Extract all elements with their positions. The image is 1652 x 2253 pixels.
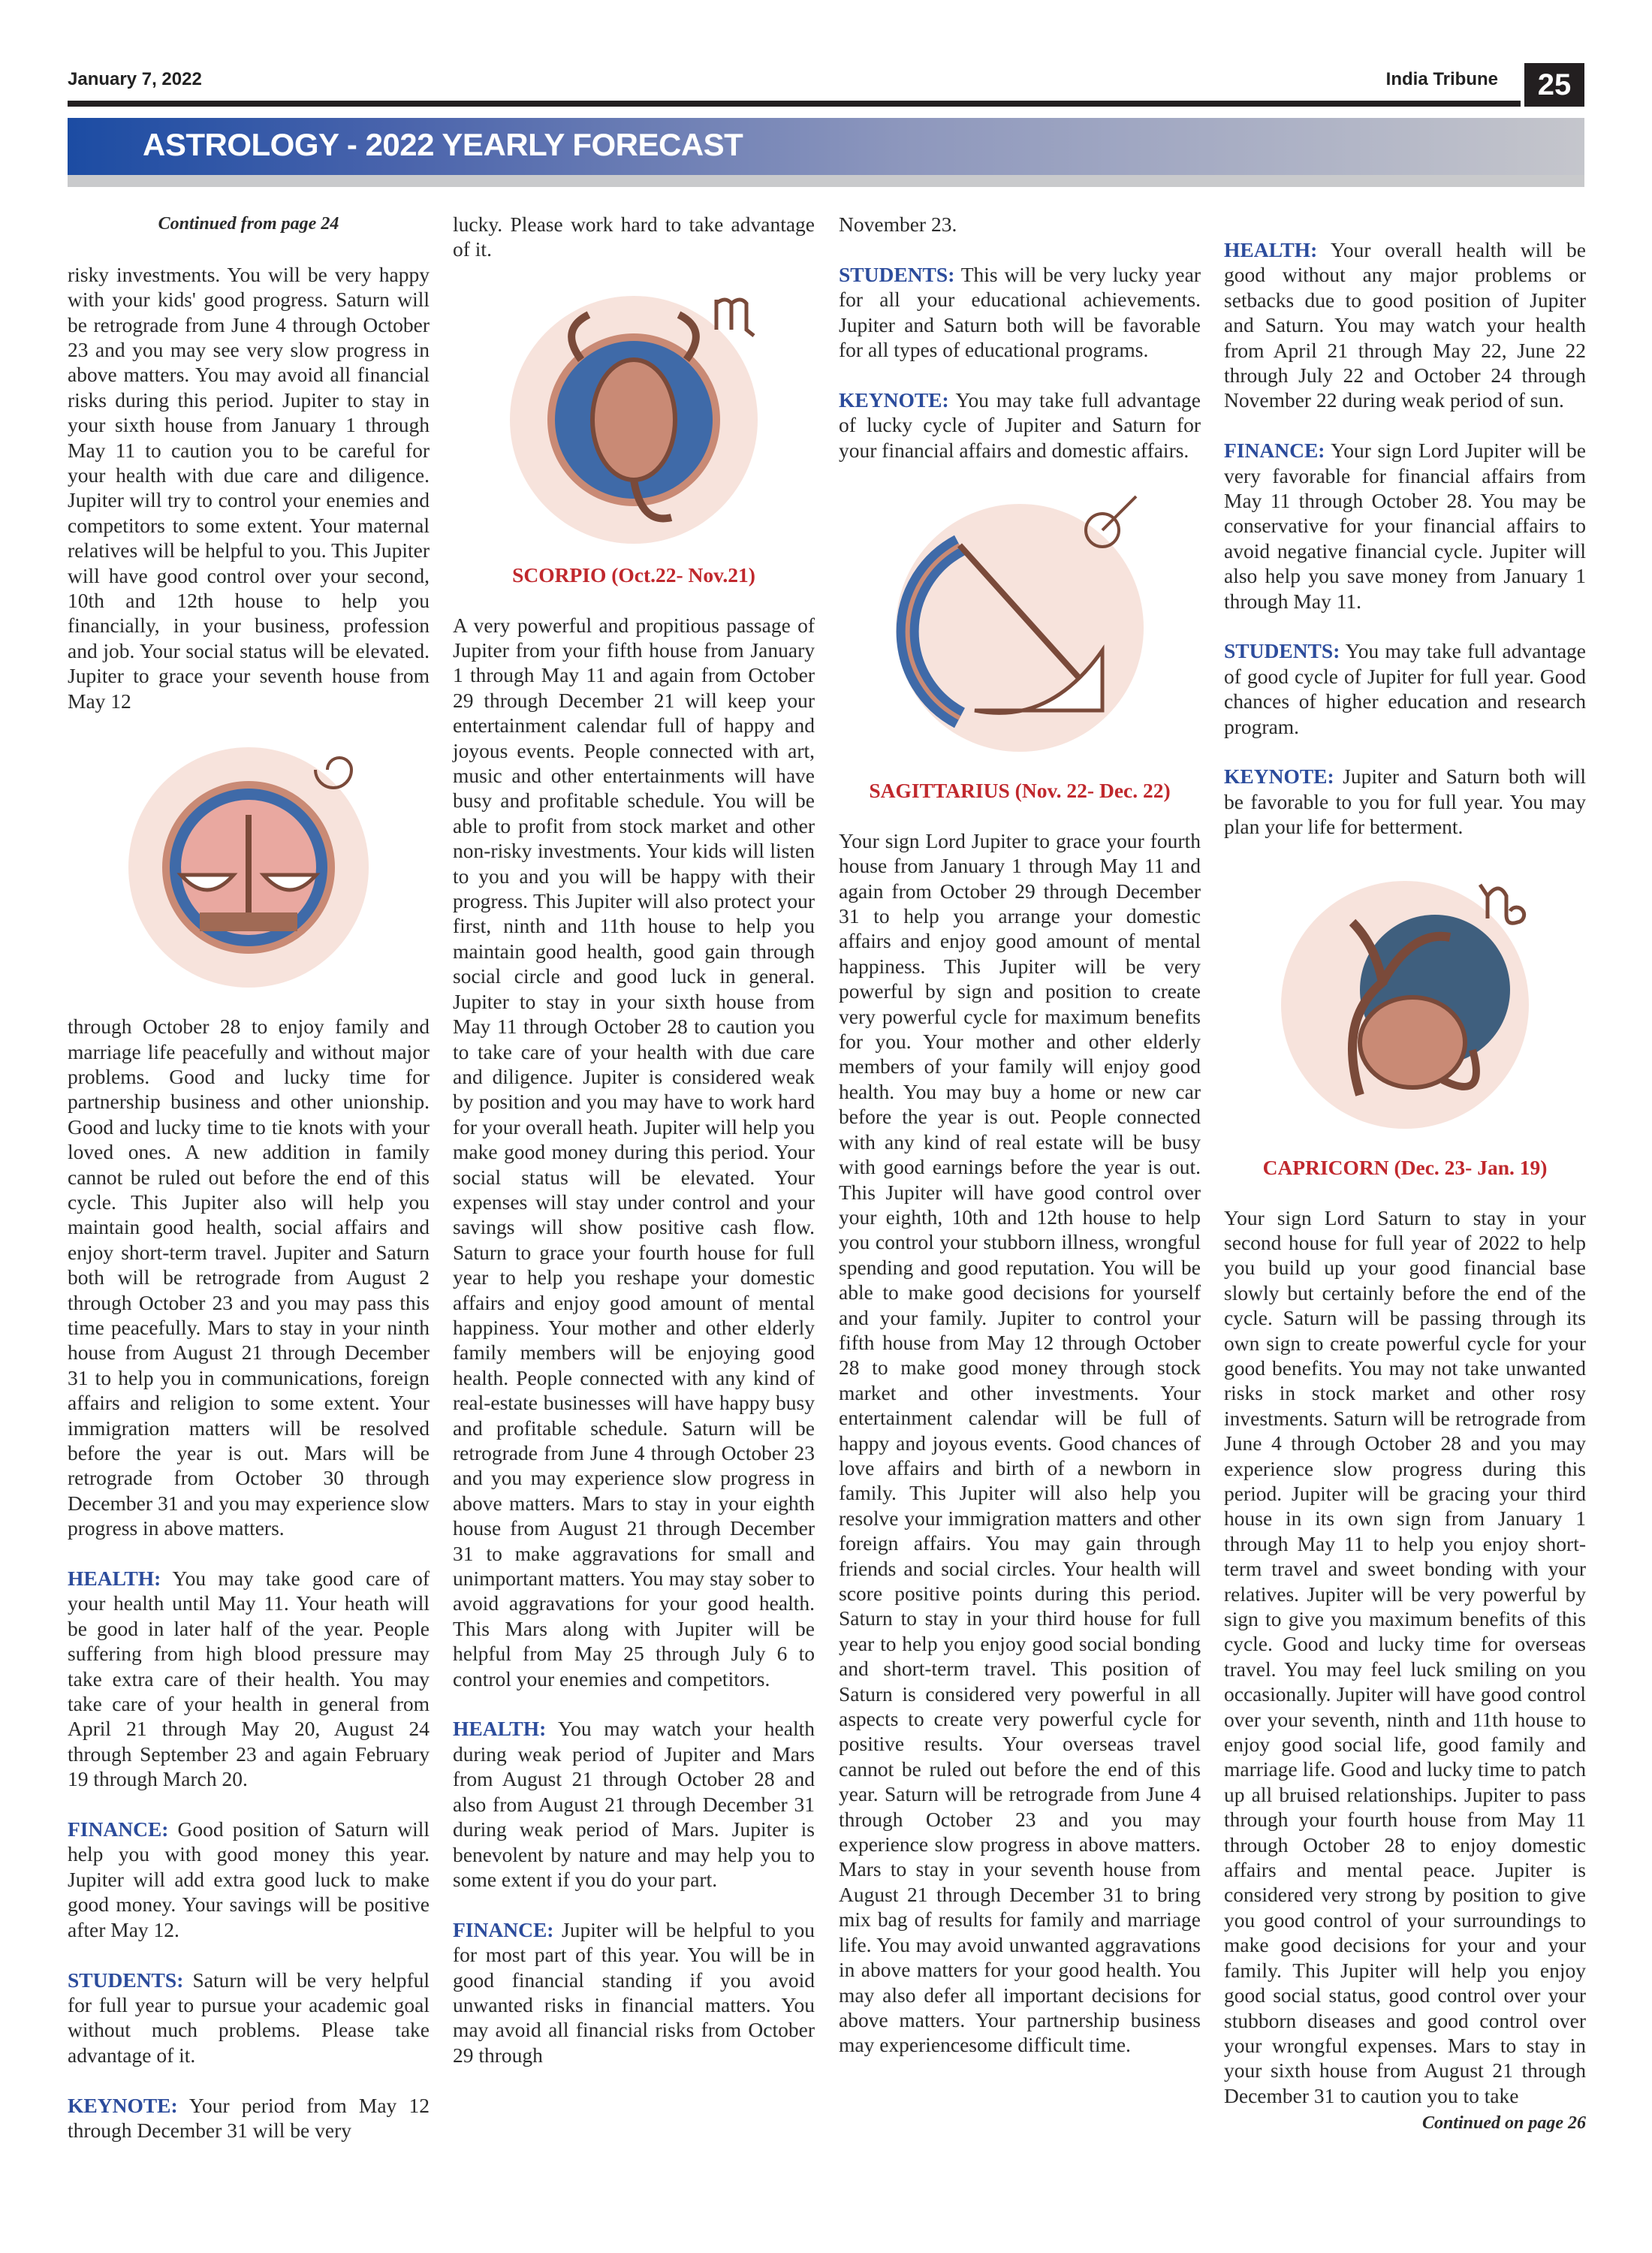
page-number: 25 [1524,63,1584,107]
continued-on: Continued on page 26 [1421,2113,1586,2134]
keynote-text: Your period from May 12 through December 31 will be very [68,2093,430,2142]
capricorn-illustration [1224,840,1586,1155]
keynote-text: Jupiter and Saturn both will be favorable to you for full year. You may plan your life for betterment. [1224,765,1587,839]
body-paragraph: Your sign Lord Saturn to stay in your second house for full year of 2022 to help you build up your good financial base slowly but certainly before the end of the cycle. Saturn will be passing through its own sign to create powerful cycle for your good benefits. You may not take unwanted risks in stock market and other rosy investments. Saturn will be retrograde from June 4 through October 28 and you may experience slow progress during this period. Jupiter will be gracing your third house in its own sign from January 1 through May 11 to help you enjoy short-term travel and sweet bonding with your relatives. Jupiter will be very powerful by sign to give you maximum benefits of this cycle. Good and lucky time for overseas travel. You may feel luck smiling on you occasionally. Jupiter will have good control over your seventh, ninth and 11th house to enjoy good social life, good family and marriage life. Good and lucky time to patch up all bruised relationships. Jupiter to pass through your fourth house from May 11 through October 28 to enjoy domestic affairs and mental peace. Jupiter is considered very strong by position to give you good control of your surroundings to make good decisions for your and your family. This Jupiter will help you enjoy good social status, good control over your stubborn diseases and good control over your wrongful expenses. Mars to stay in your sixth house from August 21 through December 31 to caution you to take [1224,1205,1586,2107]
health-section [453,1716,815,1892]
header-rule [68,101,1521,107]
continued-from: Continued from page 24 [158,214,339,234]
students-text: You may take full advantage of good cycle of Jupiter for full year. Good chances of higher education and research program. [1224,639,1586,738]
students-text: This will be very lucky year for all your educational achievements. Jupiter and Saturn both will be favorable for all types of educational programs. [839,262,1201,362]
body-paragraph: November 23. [839,213,957,236]
finance-text: Good position of Saturn will help you with good money this year. Jupiter will add extra good luck to make good money. Your savings will be positive after May 12. [68,1817,430,1941]
keynote-section [1224,764,1586,839]
finance-section [1224,438,1586,614]
sign-heading-scorpio: SCORPIO (Oct.22- Nov.21) [512,562,755,587]
column-3 [839,212,1201,2083]
keynote-text: You may take full advantage of lucky cycle of Jupiter and Saturn for your financial affairs and domestic affairs. [839,388,1201,462]
section-banner [68,118,1584,175]
keynote-section [68,2093,430,2143]
students-section [839,262,1201,363]
sagittarius-illustration [839,463,1201,778]
students-section [68,1968,430,2068]
students-label: STUDENTS: [68,1968,184,1992]
health-section [1224,237,1586,413]
finance-label: FINANCE: [1224,439,1325,463]
scorpio-icon [491,270,776,555]
body-paragraph: through October 28 to enjoy family and marriage life peacefully and without major problems. Good and lucky time for partnership business and other unionship. Good and lucky time to tie knots with your loved ones. A new addition in family cannot be ruled out before the end of this cycle. This Jupiter also will help you maintain good health, social affairs and enjoy short-term travel. Jupiter and Saturn both will be retrograde from August 2 through October 23 and you may pass this time peacefully. Mars to stay in your ninth house from August 21 through December 31 to help you in communications, foreign affairs and religion to some extent. Your immigration matters will be resolved before the year is out. Mars will be retrograde from October 30 through December 31 and you may experience slow progress in above matters. [68,1015,430,1540]
students-text: Saturn will be very helpful for full year to pursue your academic goal without much problems. Please take advantage of it. [68,1968,430,2067]
finance-text: Your sign Lord Jupiter will be very favorable for financial affairs from May 11 through October 28. You may be conservative for your financial affairs to avoid negative financial cycle. Jupiter will also help you save money from January 1 through May 11. [1224,439,1586,613]
header-publication: India Tribune [1385,69,1498,89]
body-paragraph: Your sign Lord Jupiter to grace your fourth house from January 1 through May 11 and again from October 29 through December 31 to help you arrange your domestic affairs and enjoy good amount of mental happiness. This Jupiter will be very powerful by sign and position to create very powerful cycle for maximum benefits for you. Your mother and other elderly members of your family will enjoy good health. You may buy a home or new car before the year is out. People connected with any kind of real estate will be busy with good earnings before the year is out. This Jupiter will have good control over your eighth, 10th and 12th house to help you control your stubborn illness, wrongful spending and good reputation. You will be able to make good decisions for yourself and your family. Jupiter to control your fifth house from May 12 through October 28 to make good money through stock market and other investments. Your entertainment calendar will be full of happy and joyous events. Good chances of love affairs and birth of a newborn in family. This Jupiter will also help you resolve your immigration matters and other foreign affairs. You may gain through friends and social circles. Your health will score positive points during this period. Saturn to stay in your third house for full year to help you enjoy good social bonding and short-term travel. This position of Saturn is considered very powerful in all aspects to create very powerful cycle for positive results. Your overseas travel cannot be ruled out before the end of this year. Saturn will be retrograde from June 4 through October 23 and you may experience slow progress in above matters. Mars to stay in your seventh house from August 21 through December 31 to bring mix bag of results for family and marriage life. You may avoid unwanted aggravations in above matters for your good health. You may also defer all important decisions for above matters. Your partnership business may experiencesome difficult time. [839,828,1201,2057]
students-label: STUDENTS: [839,262,955,286]
health-text: Your overall health will be good without any major problems or setbacks due to good position of Jupiter and Saturn. You may watch your health from April 21 through May 22, June 22 through July 22 and October 24 through November 22 during weak period of sun. [1224,238,1586,412]
sagittarius-icon [877,478,1162,763]
students-section [1224,638,1586,739]
column-1 [68,212,430,2168]
health-text: You may watch your health during weak period of Jupiter and Mars from August 21 through October 28 and also from August 21 through December 31 during weak period of Mars. Jupiter is benevolent by nature and may help you to some extent if you do your part. [453,1717,815,1891]
capricorn-icon [1262,855,1548,1140]
keynote-section [839,388,1201,463]
finance-label: FINANCE: [68,1817,169,1841]
column-4 [1224,237,1586,2137]
column-2 [453,212,815,2093]
finance-text: Jupiter will be helpful to you for most part of this year. You will be in good financial standing if you avoid unwanted risks in financial matters. You may avoid all financial risks from October 29 through [453,1917,815,2067]
health-text: You may take good care of your health until May 11. Your heath will be good in later half of the year. People suffering from high blood pressure may take extra care of their health. You may take care of your health in general from April 21 through May 20, August 24 through September 23 and again February 19 through March 20. [68,1567,430,1791]
body-paragraph: lucky. Please work hard to take advantage of it. [453,213,815,261]
health-label: HEALTH: [453,1717,547,1741]
keynote-label: KEYNOTE: [839,388,949,412]
libra-icon [110,725,387,1003]
body-paragraph: risky investments. You will be very happy with your kids' good progress. Saturn will be retrograde from June 4 through October 23 and you may see very slow progress in above matters. You may avoid all financial risks during this period. Jupiter to stay in your sixth house from January 1 through May 11 to caution you to be careful for your health with due care and diligence. Jupiter will try to control your enemies and competitors to some extent. Your maternal relatives will be helpful to you. This Jupiter will have good control over your second, 10th and 12th house to help you financially, in your business, profession and job. Your social status will be elevated. Jupiter to grace your seventh house from May 12 [68,262,430,713]
finance-section [68,1817,430,1942]
banner-underline [68,175,1584,187]
keynote-label: KEYNOTE: [1224,765,1334,789]
health-section [68,1566,430,1792]
sign-heading-sagittarius: SAGITTARIUS (Nov. 22- Dec. 22) [869,779,1171,803]
finance-section [453,1917,815,2068]
libra-illustration [68,713,430,1014]
health-label: HEALTH: [68,1567,161,1591]
sign-heading-capricorn: CAPRICORN (Dec. 23- Jan. 19) [1262,1155,1548,1179]
students-label: STUDENTS: [1224,639,1340,663]
body-paragraph: A very powerful and propitious passage of Jupiter from your fifth house from January 1 through May 11 and again from October 29 through December 21 will keep your entertainment calendar full of happy and joyous events. People connected with art, music and other entertainments will have busy and profitable schedule. You will be able to profit from stock market and other non-risky investments. Your kids will listen to you and you will be happy with their progress. This Jupiter will also protect your first, ninth and 11th house to help you maintain good health, good gain through social circle and good luck in general. Jupiter to stay in your sixth house from May 11 through October 28 to caution you to take care of your health with due care and diligence. Jupiter is considered weak by position and you may have to work hard for your overall heath. Jupiter will help you make good money during this period. Your social status will be elevated. Your expenses will stay under control and your savings will show positive cash flow. Saturn to grace your fourth house for full year to help you reshape your domestic affairs and enjoy good amount of mental happiness. Your mother and other elderly family members will be enjoying good health. People connected with any kind of real-estate businesses will have happy busy and profitable schedule. Saturn will be retrograde from June 4 through October 23 and you may experience slow progress in above matters. Mars to stay in your eighth house from August 21 through December 31 to make aggravations for small and unimportant matters. You may stay sober to avoid aggravations for your good health. This Mars along with Jupiter will be helpful from May 25 through July 6 to control your enemies and competitors. [453,613,815,1691]
scorpio-illustration [453,262,815,562]
header-date: January 7, 2022 [68,69,202,89]
finance-label: FINANCE: [453,1917,554,1941]
health-label: HEALTH: [1224,238,1318,261]
section-title: ASTROLOGY - 2022 YEARLY FORECAST [143,127,743,162]
keynote-label: KEYNOTE: [68,2093,178,2117]
